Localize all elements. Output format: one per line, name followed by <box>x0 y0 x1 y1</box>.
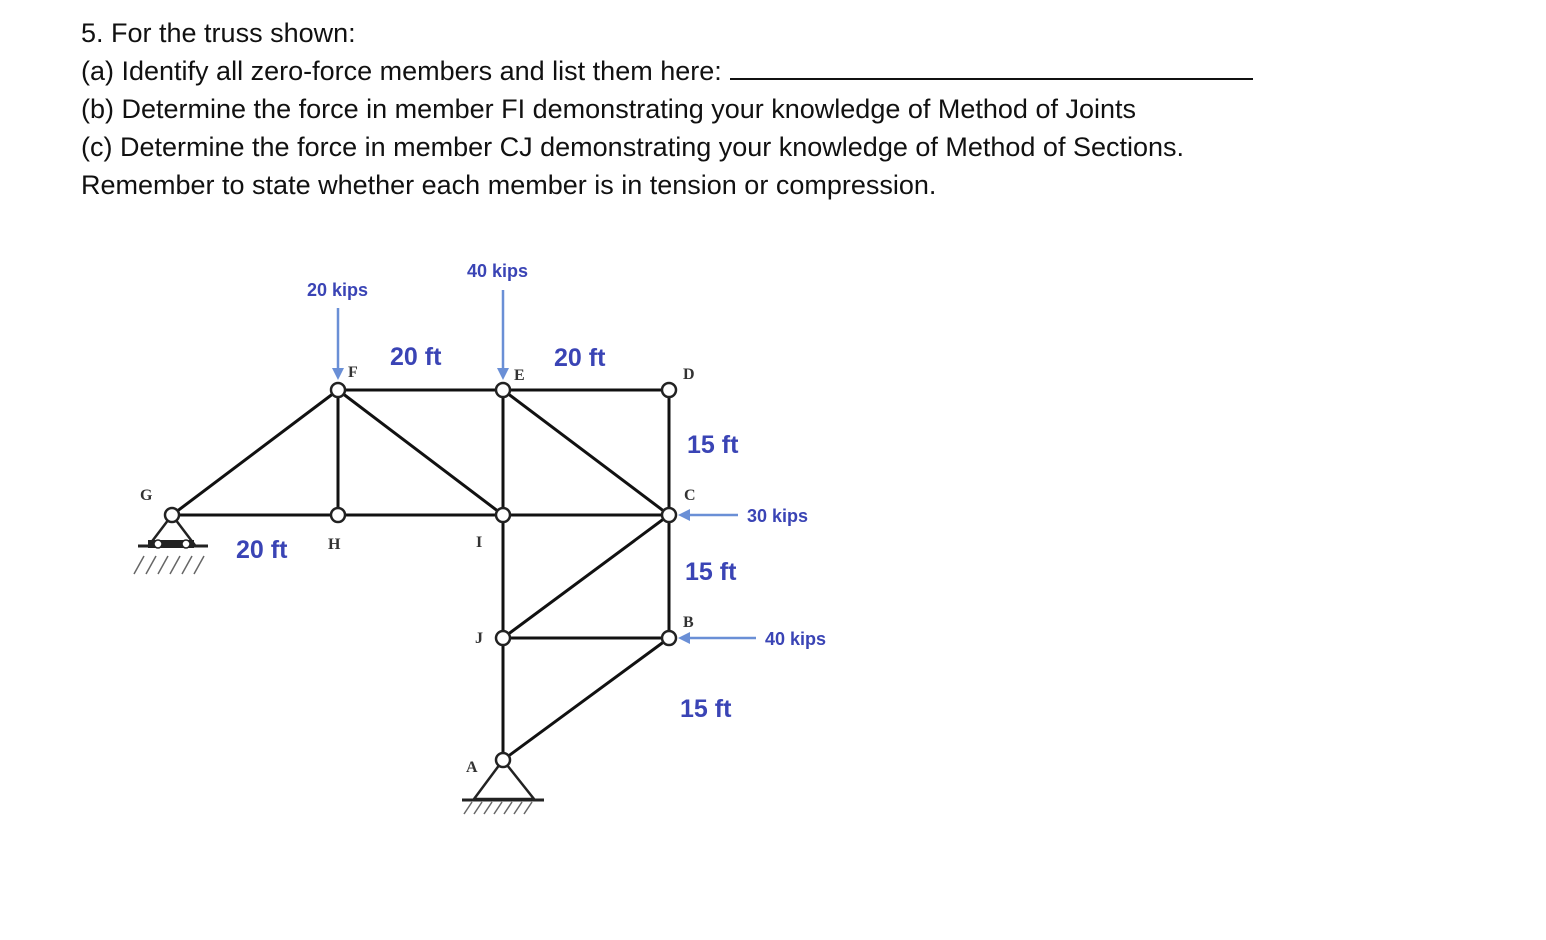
reminder-text: Remember to state whether each member is in tension or compression. <box>81 170 937 200</box>
node-label-i: I <box>476 534 483 551</box>
joint-j <box>496 631 510 645</box>
joint-b <box>662 631 676 645</box>
node-label-j: J <box>475 630 483 647</box>
member-ab <box>503 638 669 760</box>
node-label-d: D <box>683 366 695 383</box>
part-b-text: (b) Determine the force in member FI demonstrating your knowledge of Method of Joints <box>81 94 1136 124</box>
truss-joints <box>165 383 676 767</box>
member-jc <box>503 515 669 638</box>
part-a-text: (a) Identify all zero-force members and list them here: <box>81 56 722 86</box>
joint-i <box>496 508 510 522</box>
pin-roller-support-g <box>134 515 208 574</box>
dimension-top-left: 20 ft <box>390 343 442 371</box>
dimension-right-lower: 15 ft <box>680 695 732 723</box>
joint-e <box>496 383 510 397</box>
node-label-f: F <box>348 364 358 381</box>
part-c-text: (c) Determine the force in member CJ demonstrating your knowledge of Method of Sections. <box>81 132 1185 162</box>
node-label-a: A <box>466 759 478 776</box>
problem-title: 5. For the truss shown: <box>81 18 356 48</box>
truss-members <box>172 390 669 760</box>
load-label-f: 20 kips <box>307 280 369 300</box>
dimension-right-upper: 15 ft <box>687 431 739 459</box>
node-label-h: H <box>328 536 341 553</box>
joint-d <box>662 383 676 397</box>
joint-h <box>331 508 345 522</box>
joint-a <box>496 753 510 767</box>
node-label-g: G <box>140 487 153 504</box>
node-label-b: B <box>683 614 694 631</box>
member-fi <box>338 390 503 515</box>
dimension-top-right: 20 ft <box>554 344 606 372</box>
member-ec <box>503 390 669 515</box>
load-label-e: 40 kips <box>467 261 529 281</box>
node-label-e: E <box>514 367 525 384</box>
joint-c <box>662 508 676 522</box>
load-label-b: 40 kips <box>765 629 827 649</box>
member-gf <box>172 390 338 515</box>
joint-f <box>331 383 345 397</box>
dimension-bottom-left: 20 ft <box>236 536 288 564</box>
node-label-c: C <box>684 487 696 504</box>
joint-g <box>165 508 179 522</box>
load-label-c: 30 kips <box>747 506 809 526</box>
dimension-right-middle: 15 ft <box>685 558 737 586</box>
